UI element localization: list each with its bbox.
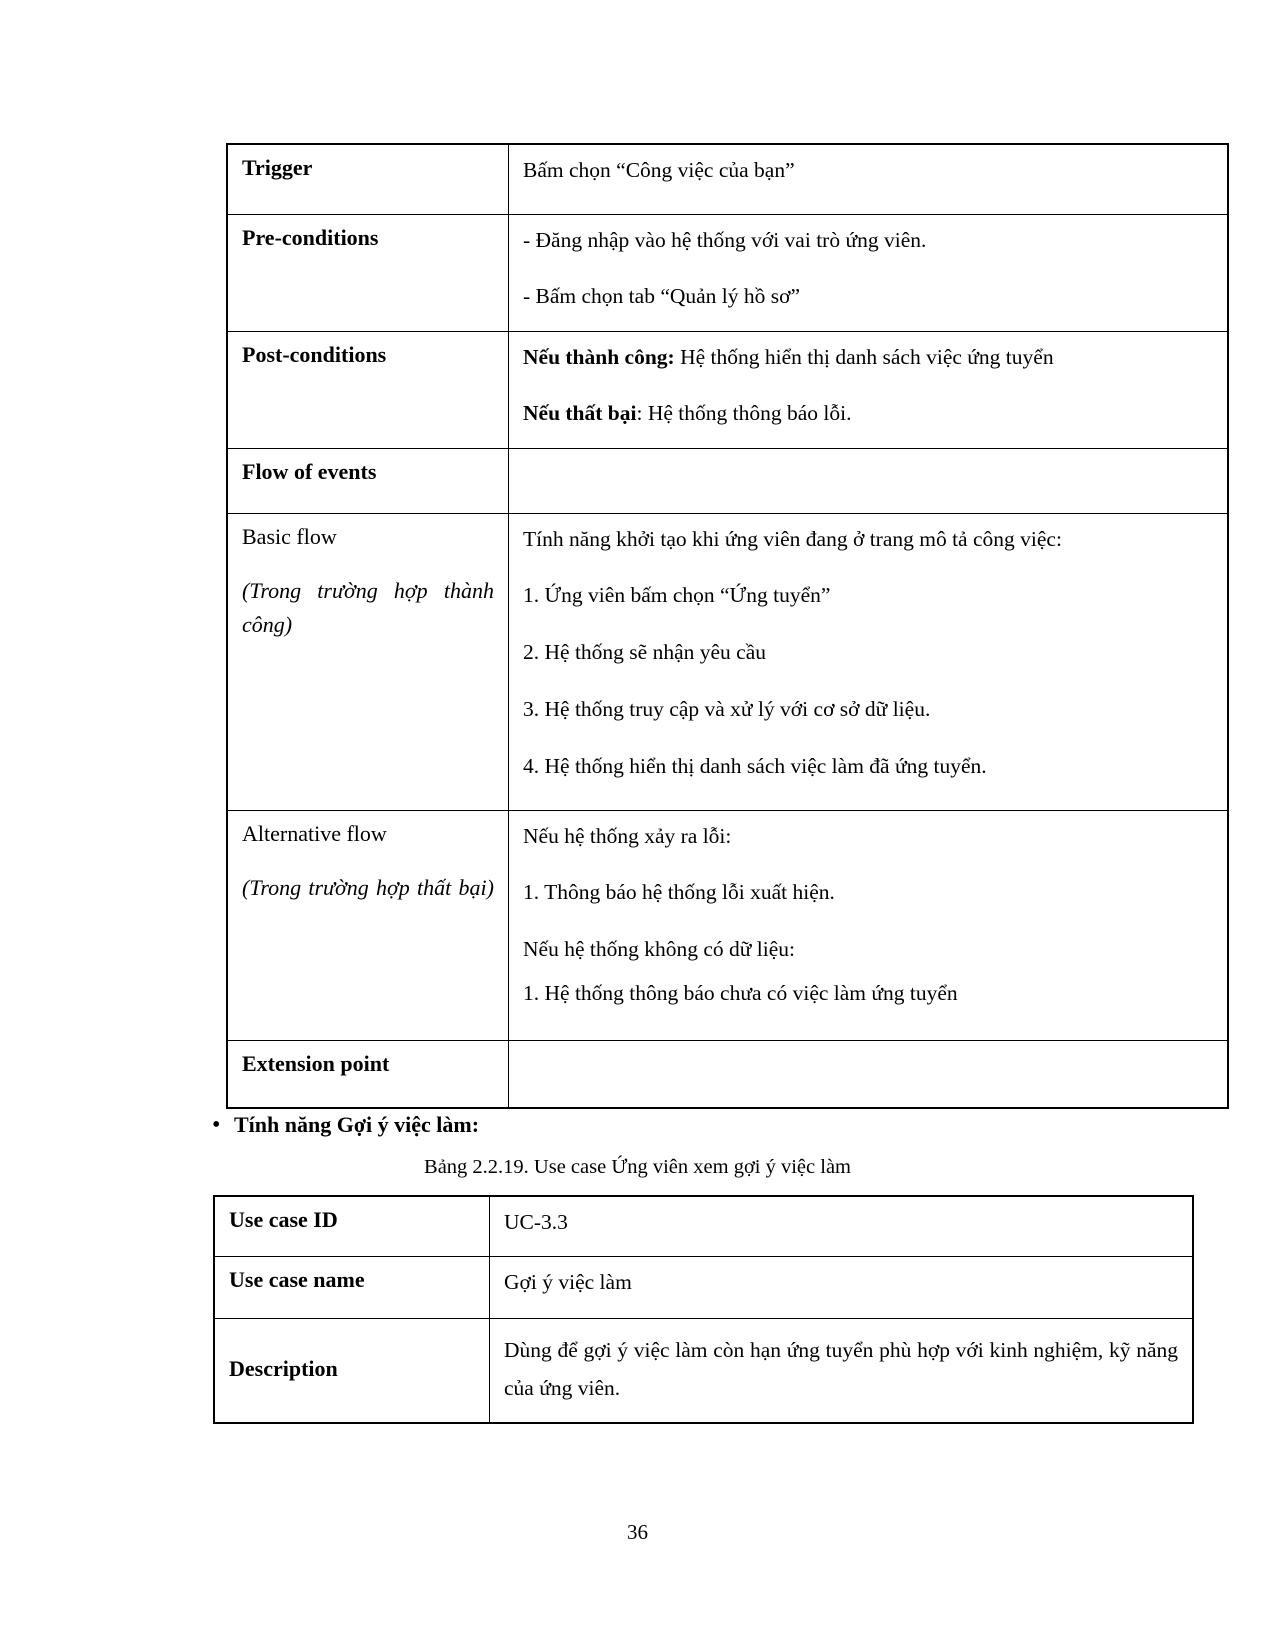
value-line: Bấm chọn “Công việc của bạn” <box>523 158 795 182</box>
value-line: Dùng để gợi ý việc làm còn hạn ứng tuyển phù hợp với kinh nghiệm, kỹ năng của ứng viên. <box>504 1337 1178 1401</box>
row-value-cell <box>509 214 1229 331</box>
row-label-cell <box>214 1256 490 1318</box>
value-line <box>523 400 1213 428</box>
value-line: - Bấm chọn tab “Quản lý hồ sơ” <box>523 284 801 309</box>
row-label: Use case ID <box>229 1207 338 1232</box>
page-number <box>0 1520 1275 1545</box>
value-line: 3. Hệ thống truy cập và xử lý với cơ sở dữ liệu. <box>523 697 931 722</box>
row-label-cell <box>227 144 509 214</box>
row-value-cell <box>490 1196 1194 1256</box>
feature-bullet <box>212 1113 479 1137</box>
row-label-cell <box>227 1040 509 1108</box>
value-line-rest: : Hệ thống thông báo lỗi. <box>636 401 852 426</box>
row-value-cell <box>509 331 1229 448</box>
value-line: Nếu hệ thống xảy ra lỗi: <box>523 823 732 848</box>
row-value-cell <box>509 448 1229 513</box>
caption-text: Bảng 2.2.19. Use case Ứng viên xem gợi ý việc làm <box>424 1156 851 1178</box>
row-sub-label: (Trong trường hợp thành công) <box>242 578 494 638</box>
row-label-cell <box>227 810 509 1040</box>
table-caption <box>0 1157 1275 1178</box>
value-line: 1. Hệ thống thông báo chưa có việc làm ứng tuyển <box>523 981 958 1006</box>
bullet-marker-icon: • <box>212 1112 221 1138</box>
row-label-cell <box>227 331 509 448</box>
row-label: Pre-conditions <box>242 224 379 250</box>
value-line-emphasis: Nếu thành công: <box>523 344 675 369</box>
table-row <box>227 1040 1228 1108</box>
row-label: Basic flow <box>242 523 337 549</box>
row-label-cell <box>214 1318 490 1423</box>
value-line: Gợi ý việc làm <box>504 1269 632 1294</box>
table-row <box>214 1318 1193 1423</box>
row-label-cell <box>214 1196 490 1256</box>
row-value-cell <box>509 1040 1229 1108</box>
table-row <box>227 144 1228 214</box>
value-line: 4. Hệ thống hiển thị danh sách việc làm đã ứng tuyển. <box>523 754 987 779</box>
row-label: Post-conditions <box>242 341 387 367</box>
use-case-table-lower <box>213 1195 1194 1424</box>
bullet-label: Tính năng Gợi ý việc làm: <box>234 1112 480 1137</box>
value-line: - Đăng nhập vào hệ thống với vai trò ứng viên. <box>523 227 927 252</box>
value-line-rest: Hệ thống hiển thị danh sách việc ứng tuyển <box>674 344 1054 369</box>
row-value-cell <box>509 513 1229 810</box>
value-line: 1. Thông báo hệ thống lỗi xuất hiện. <box>523 880 835 905</box>
table-row <box>227 810 1228 1040</box>
row-label: Trigger <box>242 155 313 180</box>
row-label: Extension point <box>242 1050 390 1076</box>
table-row <box>227 214 1228 331</box>
value-line: Nếu hệ thống không có dữ liệu: <box>523 937 795 962</box>
value-line: UC-3.3 <box>504 1210 568 1234</box>
value-line: 1. Ứng viên bấm chọn “Ứng tuyển” <box>523 583 831 608</box>
table-row <box>227 331 1228 448</box>
table-row <box>227 448 1228 513</box>
row-label-cell <box>227 513 509 810</box>
row-value-cell <box>490 1256 1194 1318</box>
row-label: Description <box>229 1355 338 1381</box>
table-row <box>214 1196 1193 1256</box>
row-sub-label: (Trong trường hợp thất bại) <box>242 875 494 900</box>
row-label-cell <box>227 214 509 331</box>
page-number-value: 36 <box>627 1520 648 1544</box>
row-label: Alternative flow <box>242 820 387 846</box>
value-line-emphasis: Nếu thất bại <box>523 401 637 426</box>
table-row <box>214 1256 1193 1318</box>
use-case-table-upper <box>226 143 1229 1109</box>
row-value-cell <box>490 1318 1194 1423</box>
row-label-cell <box>227 448 509 513</box>
row-value-cell <box>509 810 1229 1040</box>
row-label: Use case name <box>229 1266 365 1292</box>
row-value-cell <box>509 144 1229 214</box>
value-line <box>523 344 1213 372</box>
value-line: Tính năng khởi tạo khi ứng viên đang ở trang mô tả công việc: <box>523 526 1062 551</box>
row-label: Flow of events <box>242 458 377 484</box>
value-line: 2. Hệ thống sẽ nhận yêu cầu <box>523 640 766 665</box>
table-row <box>227 513 1228 810</box>
